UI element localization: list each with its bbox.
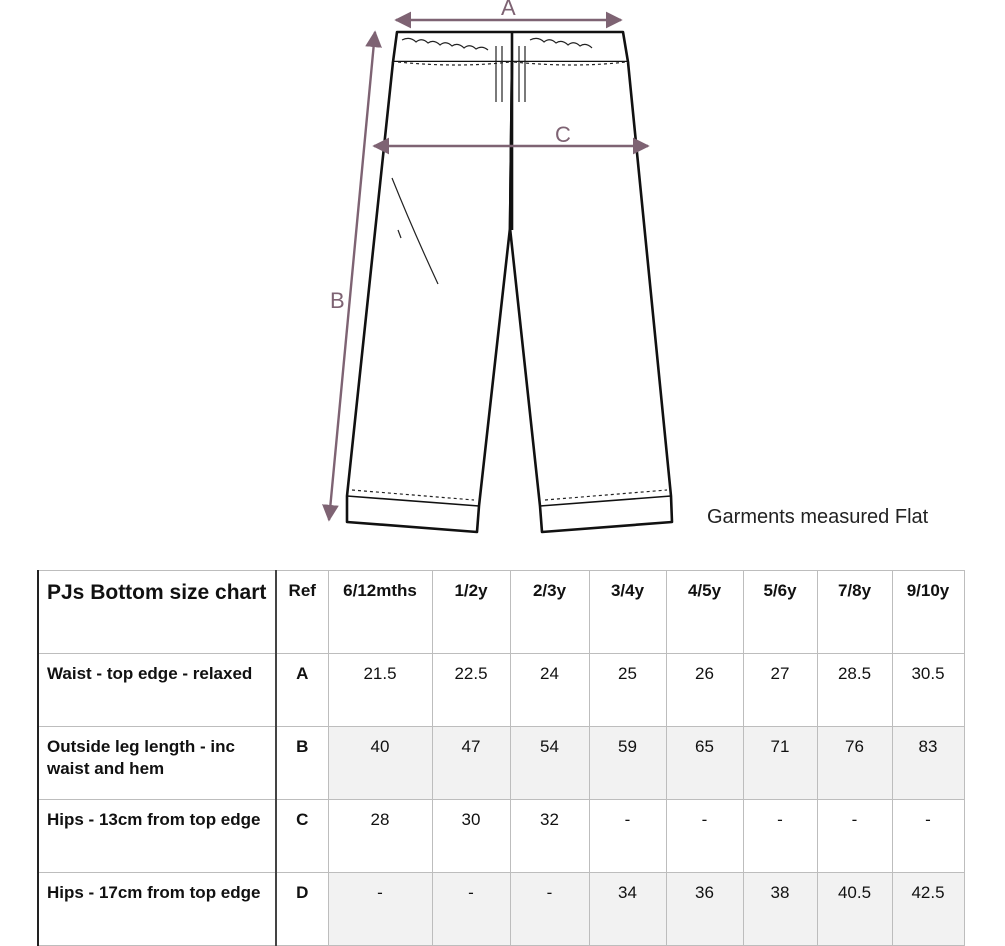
- ref-header: Ref: [276, 571, 328, 654]
- cell-value: 40: [328, 727, 432, 800]
- cell-value: -: [666, 800, 743, 873]
- table-title: PJs Bottom size chart: [38, 571, 276, 654]
- cell-value: -: [817, 800, 892, 873]
- cell-value: 22.5: [432, 654, 510, 727]
- cell-value: 34: [589, 873, 666, 946]
- row-label: Hips - 13cm from top edge: [38, 800, 276, 873]
- measurement-note: Garments measured Flat: [707, 506, 929, 528]
- header-row: [38, 571, 964, 654]
- cell-value: 27: [743, 654, 817, 727]
- table-row: [38, 873, 964, 946]
- pants-outline: [347, 32, 672, 532]
- row-ref: A: [276, 654, 328, 727]
- label-c: C: [555, 122, 571, 147]
- cell-value: -: [743, 800, 817, 873]
- row-label: Hips - 17cm from top edge: [38, 873, 276, 946]
- cell-value: 26: [666, 654, 743, 727]
- size-chart-table: [37, 570, 965, 946]
- cell-value: 76: [817, 727, 892, 800]
- cell-value: 28: [328, 800, 432, 873]
- label-b: B: [330, 288, 345, 313]
- cell-value: 32: [510, 800, 589, 873]
- cell-value: 42.5: [892, 873, 964, 946]
- size-header: 7/8y: [817, 571, 892, 654]
- row-label: Outside leg length - inc waist and hem: [38, 727, 276, 800]
- size-header: 9/10y: [892, 571, 964, 654]
- cell-value: 36: [666, 873, 743, 946]
- cell-value: 65: [666, 727, 743, 800]
- cell-value: 28.5: [817, 654, 892, 727]
- cell-value: 38: [743, 873, 817, 946]
- size-header: 1/2y: [432, 571, 510, 654]
- cell-value: -: [328, 873, 432, 946]
- cell-value: 30: [432, 800, 510, 873]
- row-ref: D: [276, 873, 328, 946]
- size-header: 3/4y: [589, 571, 666, 654]
- cell-value: -: [432, 873, 510, 946]
- size-header: 2/3y: [510, 571, 589, 654]
- cell-value: 59: [589, 727, 666, 800]
- row-ref: B: [276, 727, 328, 800]
- cell-value: 40.5: [817, 873, 892, 946]
- cell-value: -: [510, 873, 589, 946]
- size-header: 6/12mths: [328, 571, 432, 654]
- size-header: 4/5y: [666, 571, 743, 654]
- cell-value: -: [892, 800, 964, 873]
- cell-value: 21.5: [328, 654, 432, 727]
- cell-value: 71: [743, 727, 817, 800]
- cell-value: 54: [510, 727, 589, 800]
- label-a: A: [501, 0, 516, 20]
- table-row: [38, 727, 964, 800]
- row-ref: C: [276, 800, 328, 873]
- cell-value: 30.5: [892, 654, 964, 727]
- cell-value: 24: [510, 654, 589, 727]
- row-label: Waist - top edge - relaxed: [38, 654, 276, 727]
- table-row: [38, 654, 964, 727]
- cell-value: 47: [432, 727, 510, 800]
- cell-value: 25: [589, 654, 666, 727]
- cell-value: -: [589, 800, 666, 873]
- cell-value: 83: [892, 727, 964, 800]
- table-row: [38, 800, 964, 873]
- size-header: 5/6y: [743, 571, 817, 654]
